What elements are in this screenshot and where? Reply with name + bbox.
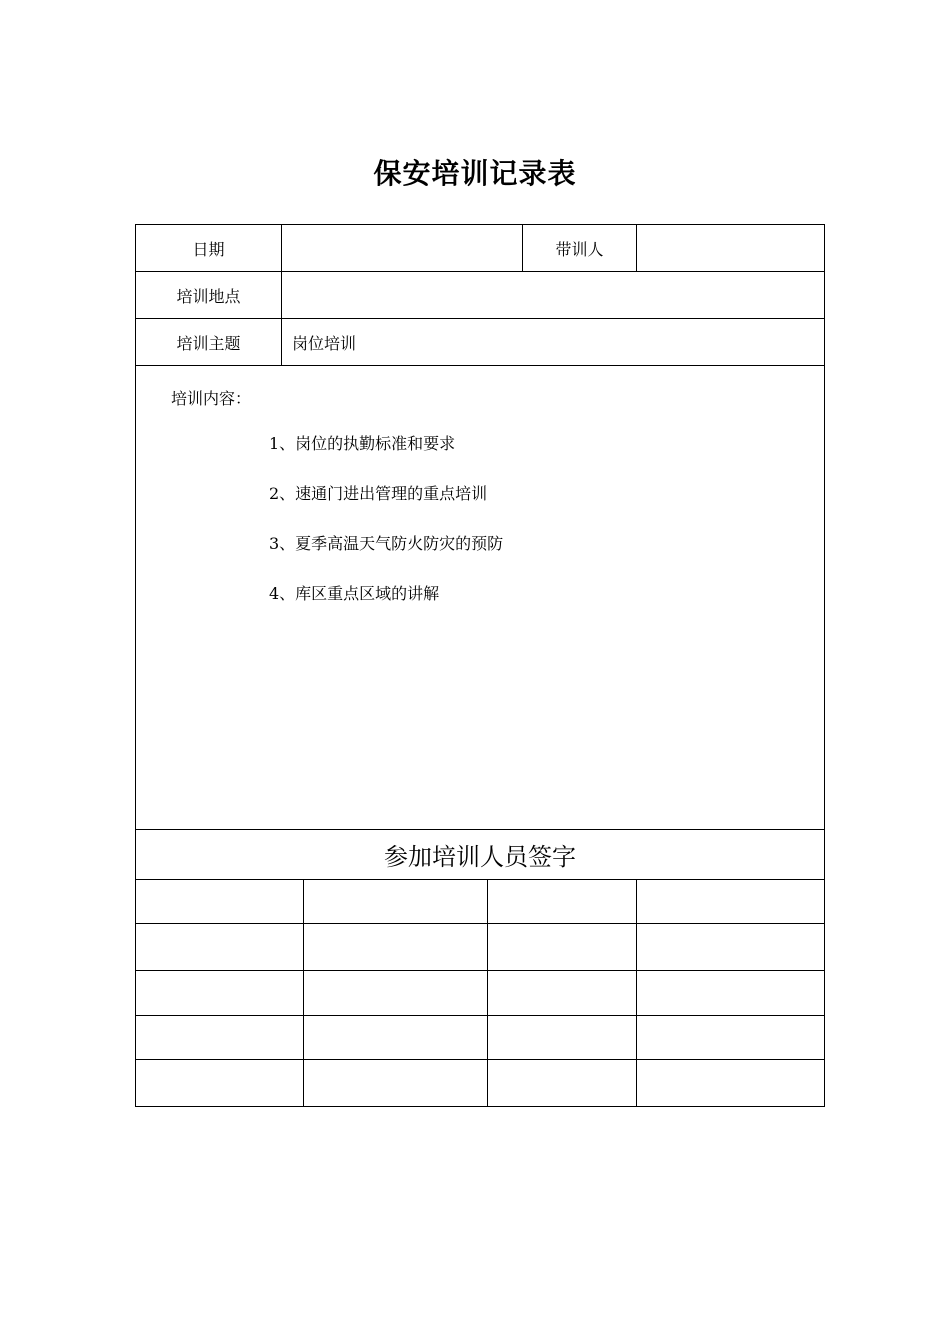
signature-row: [136, 1060, 825, 1107]
content-list: [269, 434, 503, 634]
signature-row: [136, 971, 825, 1016]
signature-cell: [637, 971, 825, 1016]
signature-heading-row: [136, 830, 825, 880]
signature-cell: [136, 924, 304, 971]
location-row: [136, 272, 825, 319]
signature-cell: [637, 924, 825, 971]
content-item: 1、岗位的执勤标准和要求: [269, 434, 456, 453]
content-item: 4、库区重点区域的讲解: [269, 584, 440, 603]
signature-cell: [488, 1060, 637, 1107]
signature-cell: [304, 924, 488, 971]
signature-row: [136, 924, 825, 971]
signature-cell: [136, 971, 304, 1016]
document-title: 保安培训记录表: [373, 157, 577, 190]
signature-cell: [637, 1016, 825, 1060]
signature-cell: [304, 880, 488, 924]
trainer-value: [637, 225, 825, 272]
signature-cell: [136, 1016, 304, 1060]
signature-cell: [637, 880, 825, 924]
signature-cell: [136, 880, 304, 924]
signature-cell: [488, 880, 637, 924]
date-value: [282, 225, 523, 272]
topic-value: 岗位培训: [282, 319, 825, 366]
content-item: 2、速通门进出管理的重点培训: [269, 484, 488, 503]
signature-cell: [304, 1060, 488, 1107]
location-label: 培训地点: [136, 272, 282, 319]
signature-cell: [488, 924, 637, 971]
signature-heading: 参加培训人员签字: [136, 830, 825, 880]
content-heading: 培训内容：: [171, 389, 252, 408]
trainer-label: 带训人: [523, 225, 637, 272]
signature-cell: [136, 1060, 304, 1107]
topic-row: [136, 319, 825, 366]
topic-label: 培训主题: [136, 319, 282, 366]
training-record-form: [135, 224, 825, 1107]
date-row: [136, 225, 825, 272]
date-label: 日期: [136, 225, 282, 272]
location-value: [282, 272, 825, 319]
content-row: [136, 366, 825, 830]
signature-cell: [488, 1016, 637, 1060]
signature-row: [136, 880, 825, 924]
signature-row: [136, 1016, 825, 1060]
signature-cell: [488, 971, 637, 1016]
signature-cell: [637, 1060, 825, 1107]
training-content-cell: [136, 366, 825, 830]
signature-cell: [304, 971, 488, 1016]
signature-cell: [304, 1016, 488, 1060]
content-item: 3、夏季高温天气防火防灾的预防: [269, 534, 504, 553]
